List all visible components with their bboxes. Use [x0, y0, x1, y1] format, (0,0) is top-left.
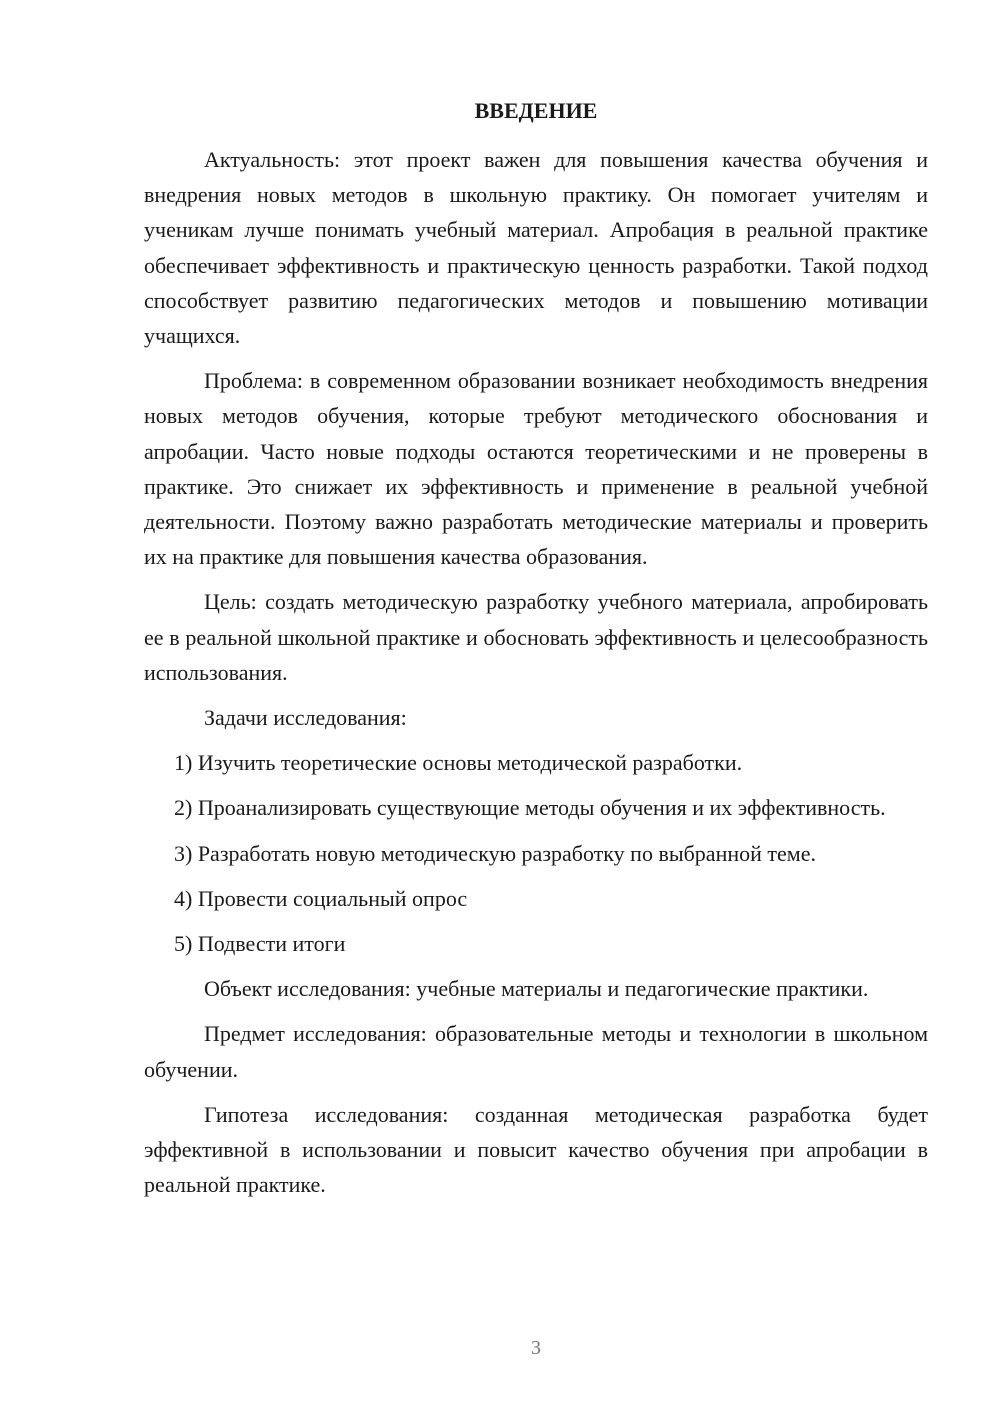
paragraph-subject: Предмет исследования: образовательные методы и технологии в школьном обучении.	[144, 1021, 928, 1082]
task-item: 5) Подвести итоги	[174, 931, 346, 957]
page-number: 3	[531, 1337, 541, 1359]
tasks-heading: Задачи исследования:	[204, 705, 407, 731]
page-title: ВВЕДЕНИЕ	[474, 98, 598, 123]
paragraph-goal: Цель: создать методическую разработку учебного материала, апробировать ее в реальной школьной практике и обосновать эффективность и целесообразность использования.	[144, 589, 928, 685]
paragraph-relevance: Актуальность: этот проект важен для повышения качества обучения и внедрения новых методов в школьную практику. Он помогает учителям и ученикам лучше понимать учебный материал. Апробация в реальной практике обеспечивает эффективность и практическую ценность разработки. Такой подход способствует развитию педагогических методов и повышению мотивации учащихся.	[144, 147, 928, 349]
task-item: 4) Провести социальный опрос	[174, 885, 468, 911]
paragraph-hypothesis: Гипотеза исследования: созданная методическая разработка будет эффективной в использовании и повысит качество обучения при апробации в реальной практике.	[144, 1101, 928, 1198]
paragraph-object: Объект исследования: учебные материалы и педагогические практики.	[204, 976, 869, 1002]
task-item: 3) Разработать новую методическую разработку по выбранной теме.	[174, 840, 816, 866]
task-item: 1) Изучить теоретические основы методической разработки.	[174, 750, 743, 776]
paragraph-problem: Проблема: в современном образовании возникает необходимость внедрения новых методов обучения, которые требуют методического обоснования и апробации. Часто новые подходы остаются теоретическими и не проверены в практике. Это снижает их эффективность и применение в реальной учебной деятельности. Поэтому важно разработать методические материалы и проверить их на практике для повышения качества образования.	[144, 368, 928, 570]
document-body	[144, 142, 928, 1202]
task-item: 2) Проанализировать существующие методы обучения и их эффективность.	[174, 795, 886, 821]
